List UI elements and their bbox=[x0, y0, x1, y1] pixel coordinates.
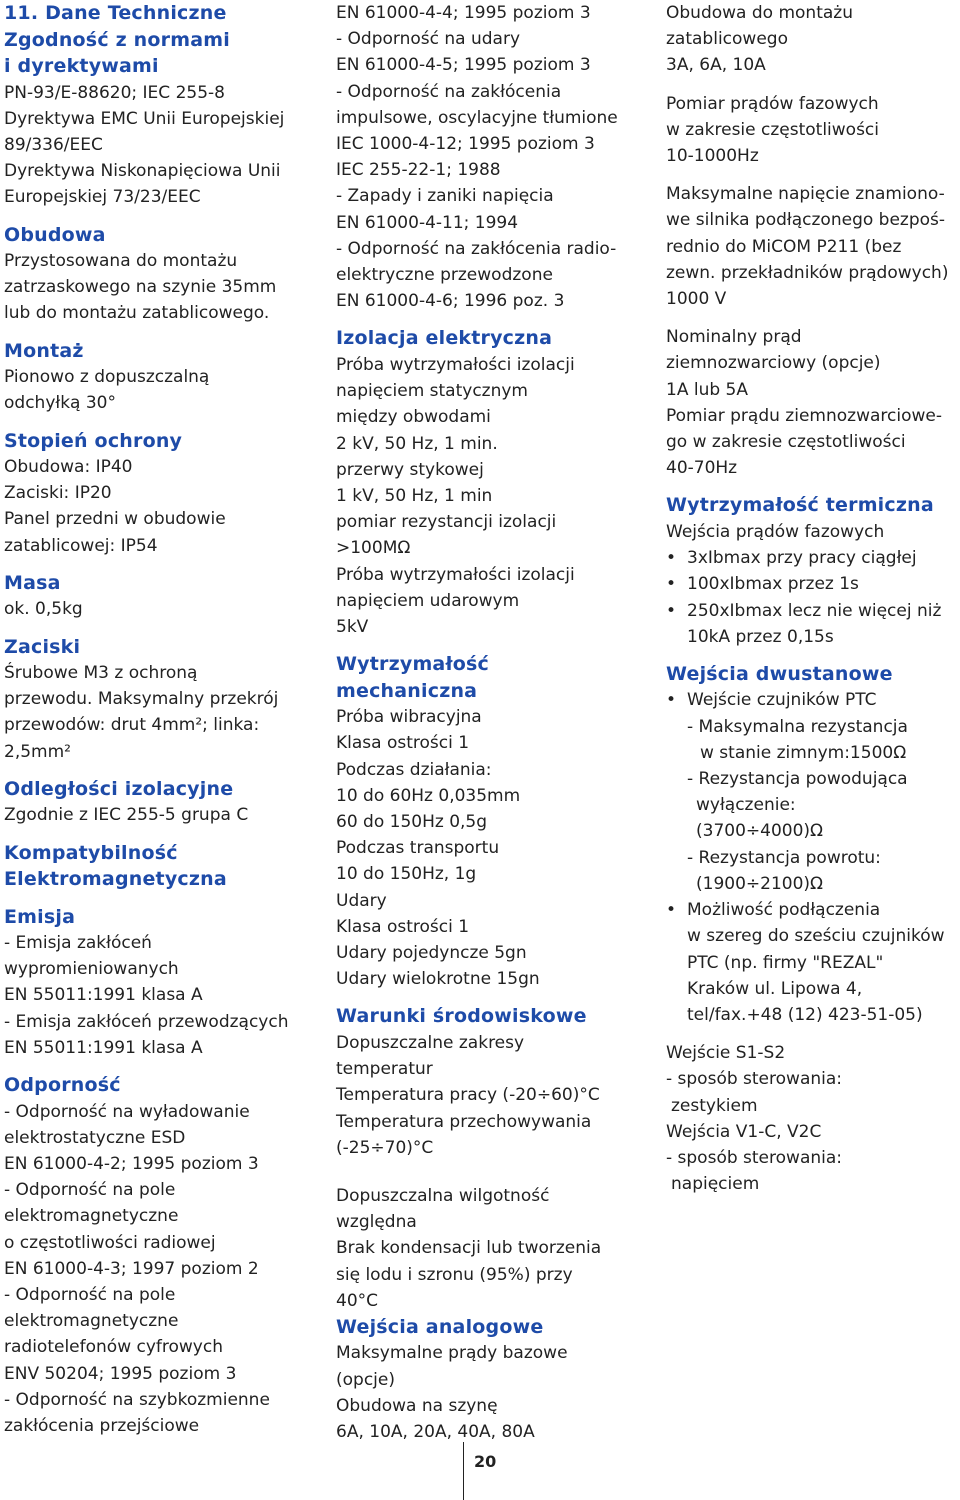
text-line: Panel przedni w obudowie bbox=[4, 509, 226, 530]
text-line: Obudowa: IP40 bbox=[4, 457, 133, 478]
text-line: Obudowa do montażu bbox=[666, 3, 853, 23]
section-heading: Emisja bbox=[4, 905, 76, 928]
text-line: IEC 255-22-1; 1988 bbox=[336, 160, 501, 181]
text-line: 10kA przez 0,15s bbox=[687, 626, 834, 647]
text-line: EN 61000-4-4; 1995 poziom 3 bbox=[336, 3, 591, 23]
text-line: względna bbox=[336, 1212, 417, 1233]
section-heading: Wytrzymałość bbox=[336, 653, 489, 676]
section-heading: Wejścia analogowe bbox=[336, 1315, 544, 1338]
section-heading: Obudowa bbox=[4, 223, 106, 246]
text-line: Europejskiej 73/23/EEC bbox=[4, 187, 201, 208]
text-line: - sposób sterowania: bbox=[666, 1147, 843, 1168]
bullet-item: • 100xIbmax przez 1s bbox=[666, 571, 958, 597]
spacer bbox=[666, 79, 958, 91]
spacer bbox=[666, 1028, 958, 1040]
text-line: napięciem statycznym bbox=[336, 381, 528, 402]
text-line: tel/fax.+48 (12) 423-51-05) bbox=[687, 1004, 923, 1025]
text-line: (-25÷70)°C bbox=[336, 1137, 434, 1158]
text-line: Pomiar prądów fazowych bbox=[666, 93, 879, 114]
text-line: EN 61000-4-3; 1997 poziom 2 bbox=[4, 1258, 259, 1279]
text-line: Klasa ostrości 1 bbox=[336, 916, 470, 937]
section-heading: Masa bbox=[4, 571, 61, 594]
text-line: lub do montażu zatablicowego. bbox=[4, 303, 270, 324]
text-line: - Emisja zakłóceń bbox=[4, 933, 152, 954]
bullet-item: • 250xIbmax lecz nie więcej niż bbox=[666, 598, 958, 624]
text-line: elektryczne przewodzone bbox=[336, 265, 553, 286]
text-line: - Odporność na wyładowanie bbox=[4, 1101, 250, 1122]
section-heading: Odporność bbox=[4, 1074, 121, 1097]
text-line: EN 61000-4-11; 1994 bbox=[336, 212, 519, 233]
text-line: Temperatura przechowywania bbox=[336, 1111, 592, 1132]
section-heading: Wytrzymałość termiczna bbox=[666, 494, 934, 517]
text-line: - sposób sterowania: bbox=[666, 1069, 843, 1090]
text-line: Udary bbox=[336, 890, 387, 911]
text-line: zewn. przekładników prądowych) bbox=[666, 262, 949, 283]
text-line: - Odporność na udary bbox=[336, 29, 521, 50]
text-line: Próba wytrzymałości izolacji bbox=[336, 354, 575, 375]
text-line: - Rezystancja powodująca bbox=[687, 769, 908, 790]
text-line: Dopuszczalne zakresy bbox=[336, 1032, 525, 1053]
column-3 bbox=[666, 0, 958, 1197]
text-line: 3A, 6A, 10A bbox=[666, 55, 766, 76]
section-heading: Zaciski bbox=[4, 635, 81, 658]
text-line: Maksymalne napięcie znamiono- bbox=[666, 184, 945, 205]
text-line: przewodów: drut 4mm²; linka: bbox=[4, 715, 260, 736]
text-line: go w zakresie częstotliwości bbox=[666, 432, 906, 453]
text-line: zatrzaskowego na szynie 35mm bbox=[4, 277, 277, 298]
text-line: 1A lub 5A bbox=[666, 379, 748, 400]
text-line: Wejścia V1-C, V2C bbox=[666, 1121, 822, 1142]
text-line: - Odporność na szybkozmienne bbox=[4, 1389, 270, 1410]
spacer bbox=[336, 1161, 654, 1183]
text-line: Zaciski: IP20 bbox=[4, 483, 112, 504]
text-line: pomiar rezystancji izolacji bbox=[336, 512, 557, 533]
text-line: ENV 50204; 1995 poziom 3 bbox=[4, 1363, 237, 1384]
text-line: zatablicowej: IP54 bbox=[4, 535, 158, 556]
text-line: 10-1000Hz bbox=[666, 146, 759, 167]
text-line: Kraków ul. Lipowa 4, bbox=[687, 978, 863, 999]
text-line: - Odporność na pole bbox=[4, 1285, 176, 1305]
text-line: 89/336/EEC bbox=[4, 134, 103, 155]
text-line: Udary wielokrotne 15gn bbox=[336, 969, 540, 990]
text-line: Obudowa na szynę bbox=[336, 1395, 498, 1416]
text-line: przewodu. Maksymalny przekrój bbox=[4, 689, 279, 710]
text-line: 2,5mm² bbox=[4, 741, 71, 762]
text-line: - Odporność na zakłócenia bbox=[336, 81, 562, 102]
text-line: ok. 0,5kg bbox=[4, 599, 83, 620]
text-line: 1 kV, 50 Hz, 1 min bbox=[336, 485, 493, 506]
text-line: 2 kV, 50 Hz, 1 min. bbox=[336, 433, 498, 454]
text-line: 10 do 60Hz 0,035mm bbox=[336, 785, 521, 806]
bullet-item: • Wejście czujników PTC bbox=[666, 687, 958, 713]
text-line: Pomiar prądu ziemnozwarciowe- bbox=[666, 405, 942, 426]
text-line: napięciem bbox=[671, 1174, 760, 1195]
text-line: radiotelefonów cyfrowych bbox=[4, 1337, 223, 1358]
text-line: - Emisja zakłóceń przewodzących bbox=[4, 1011, 289, 1032]
text-line: Wejście S1-S2 bbox=[666, 1043, 786, 1064]
text-line: ziemnozwarciowy (opcje) bbox=[666, 353, 881, 374]
text-line: IEC 1000-4-12; 1995 poziom 3 bbox=[336, 134, 595, 155]
section-heading: Izolacja elektryczna bbox=[336, 327, 553, 350]
text-line: wypromieniowanych bbox=[4, 959, 179, 980]
text-line: 40-70Hz bbox=[666, 458, 738, 479]
text-line: Udary pojedyncze 5gn bbox=[336, 943, 527, 963]
text-line: między obwodami bbox=[336, 407, 491, 428]
text-line: Brak kondensacji lub tworzenia bbox=[336, 1238, 602, 1259]
text-line: elektromagnetyczne bbox=[4, 1311, 179, 1332]
text-line: wyłączenie: bbox=[696, 795, 796, 816]
text-line: 6A, 10A, 20A, 40A, 80A bbox=[336, 1422, 535, 1443]
text-line: temperatur bbox=[336, 1059, 433, 1080]
text-line: Dyrektywa EMC Unii Europejskiej bbox=[4, 108, 285, 129]
text-line: Próba wibracyjna bbox=[336, 707, 482, 728]
column-1 bbox=[4, 0, 322, 1439]
text-line: EN 61000-4-6; 1996 poz. 3 bbox=[336, 291, 565, 312]
text-line: odchyłką 30° bbox=[4, 393, 117, 414]
section-heading: Elektromagnetyczna bbox=[4, 868, 227, 891]
text-line: - Rezystancja powrotu: bbox=[687, 847, 881, 868]
section-heading: mechaniczna bbox=[336, 679, 478, 702]
text-line: PN-93/E-88620; IEC 255-8 bbox=[4, 82, 225, 103]
text-line: (3700÷4000)Ω bbox=[696, 821, 824, 842]
text-line: Podczas działania: bbox=[336, 759, 492, 780]
text-line: Przystosowana do montażu bbox=[4, 251, 238, 272]
text-line: Nominalny prąd bbox=[666, 327, 802, 348]
text-line: o częstotliwości radiowej bbox=[4, 1232, 216, 1253]
text-line: przerwy stykowej bbox=[336, 459, 484, 480]
section-heading: Warunki środowiskowe bbox=[336, 1005, 587, 1028]
text-line: (1900÷2100)Ω bbox=[696, 873, 824, 894]
page-number: 20 bbox=[474, 1452, 497, 1471]
section-heading: Odległości izolacyjne bbox=[4, 777, 234, 800]
text-line: EN 55011:1991 klasa A bbox=[4, 1037, 203, 1058]
text-line: Maksymalne prądy bazowe bbox=[336, 1343, 568, 1364]
bullet-item: • Możliwość podłączenia bbox=[666, 897, 958, 923]
column-2 bbox=[336, 0, 654, 1445]
text-line: EN 55011:1991 klasa A bbox=[4, 985, 203, 1006]
text-line: PTC (np. firmy "REZAL" bbox=[687, 952, 884, 973]
section-heading: Zgodność z normami bbox=[4, 28, 230, 51]
text-line: (opcje) bbox=[336, 1369, 395, 1390]
page-number-rule bbox=[463, 1442, 464, 1500]
text-line: Klasa ostrości 1 bbox=[336, 733, 470, 754]
text-line: 40°C bbox=[336, 1290, 379, 1311]
text-line: - Maksymalna rezystancja bbox=[687, 716, 908, 737]
text-line: elektrostatyczne ESD bbox=[4, 1127, 186, 1148]
text-line: 10 do 150Hz, 1g bbox=[336, 864, 477, 885]
text-line: 1000 V bbox=[666, 289, 727, 310]
text-line: >100MΩ bbox=[336, 538, 411, 559]
text-line: we silnika podłączonego bezpoś- bbox=[666, 210, 946, 231]
text-line: zestykiem bbox=[671, 1095, 758, 1116]
text-line: w stanie zimnym:1500Ω bbox=[700, 742, 907, 763]
text-line: się lodu i szronu (95%) przy bbox=[336, 1264, 573, 1285]
text-line: EN 61000-4-2; 1995 poziom 3 bbox=[4, 1153, 259, 1174]
text-line: - Odporność na pole bbox=[4, 1180, 176, 1201]
text-line: rednio do MiCOM P211 (bez bbox=[666, 236, 902, 257]
text-line: w zakresie częstotliwości bbox=[666, 119, 880, 140]
section-heading: Montaż bbox=[4, 339, 84, 362]
section-heading: Kompatybilność bbox=[4, 841, 178, 864]
text-line: napięciem udarowym bbox=[336, 590, 520, 611]
text-line: Wejścia prądów fazowych bbox=[666, 521, 885, 542]
text-line: 60 do 150Hz 0,5g bbox=[336, 811, 488, 832]
section-heading: 11. Dane Techniczne bbox=[4, 2, 227, 24]
text-line: Temperatura pracy (-20÷60)°C bbox=[336, 1085, 600, 1106]
section-heading: i dyrektywami bbox=[4, 55, 159, 77]
text-line: Pionowo z dopuszczalną bbox=[4, 367, 210, 388]
text-line: Zgodnie z IEC 255-5 grupa C bbox=[4, 805, 249, 826]
spacer bbox=[666, 169, 958, 181]
text-line: Śrubowe M3 z ochroną bbox=[4, 663, 198, 684]
text-line: - Odporność na zakłócenia radio- bbox=[336, 238, 617, 259]
text-line: Próba wytrzymałości izolacji bbox=[336, 564, 575, 585]
text-line: Dyrektywa Niskonapięciowa Unii bbox=[4, 161, 281, 182]
text-line: 5kV bbox=[336, 616, 369, 637]
text-line: zakłócenia przejściowe bbox=[4, 1416, 200, 1437]
spacer bbox=[666, 312, 958, 324]
text-line: Dopuszczalna wilgotność bbox=[336, 1185, 550, 1206]
text-line: Podczas transportu bbox=[336, 838, 500, 859]
bullet-item: • 3xIbmax przy pracy ciągłej bbox=[666, 545, 958, 571]
section-heading: Wejścia dwustanowe bbox=[666, 662, 893, 685]
text-line: impulsowe, oscylacyjne tłumione bbox=[336, 107, 618, 128]
text-line: elektromagnetyczne bbox=[4, 1206, 179, 1227]
text-line: EN 61000-4-5; 1995 poziom 3 bbox=[336, 55, 591, 76]
text-line: zatablicowego bbox=[666, 29, 788, 50]
text-line: - Zapady i zaniki napięcia bbox=[336, 186, 554, 207]
section-heading: Stopień ochrony bbox=[4, 429, 183, 452]
text-line: w szereg do sześciu czujników bbox=[687, 926, 945, 947]
